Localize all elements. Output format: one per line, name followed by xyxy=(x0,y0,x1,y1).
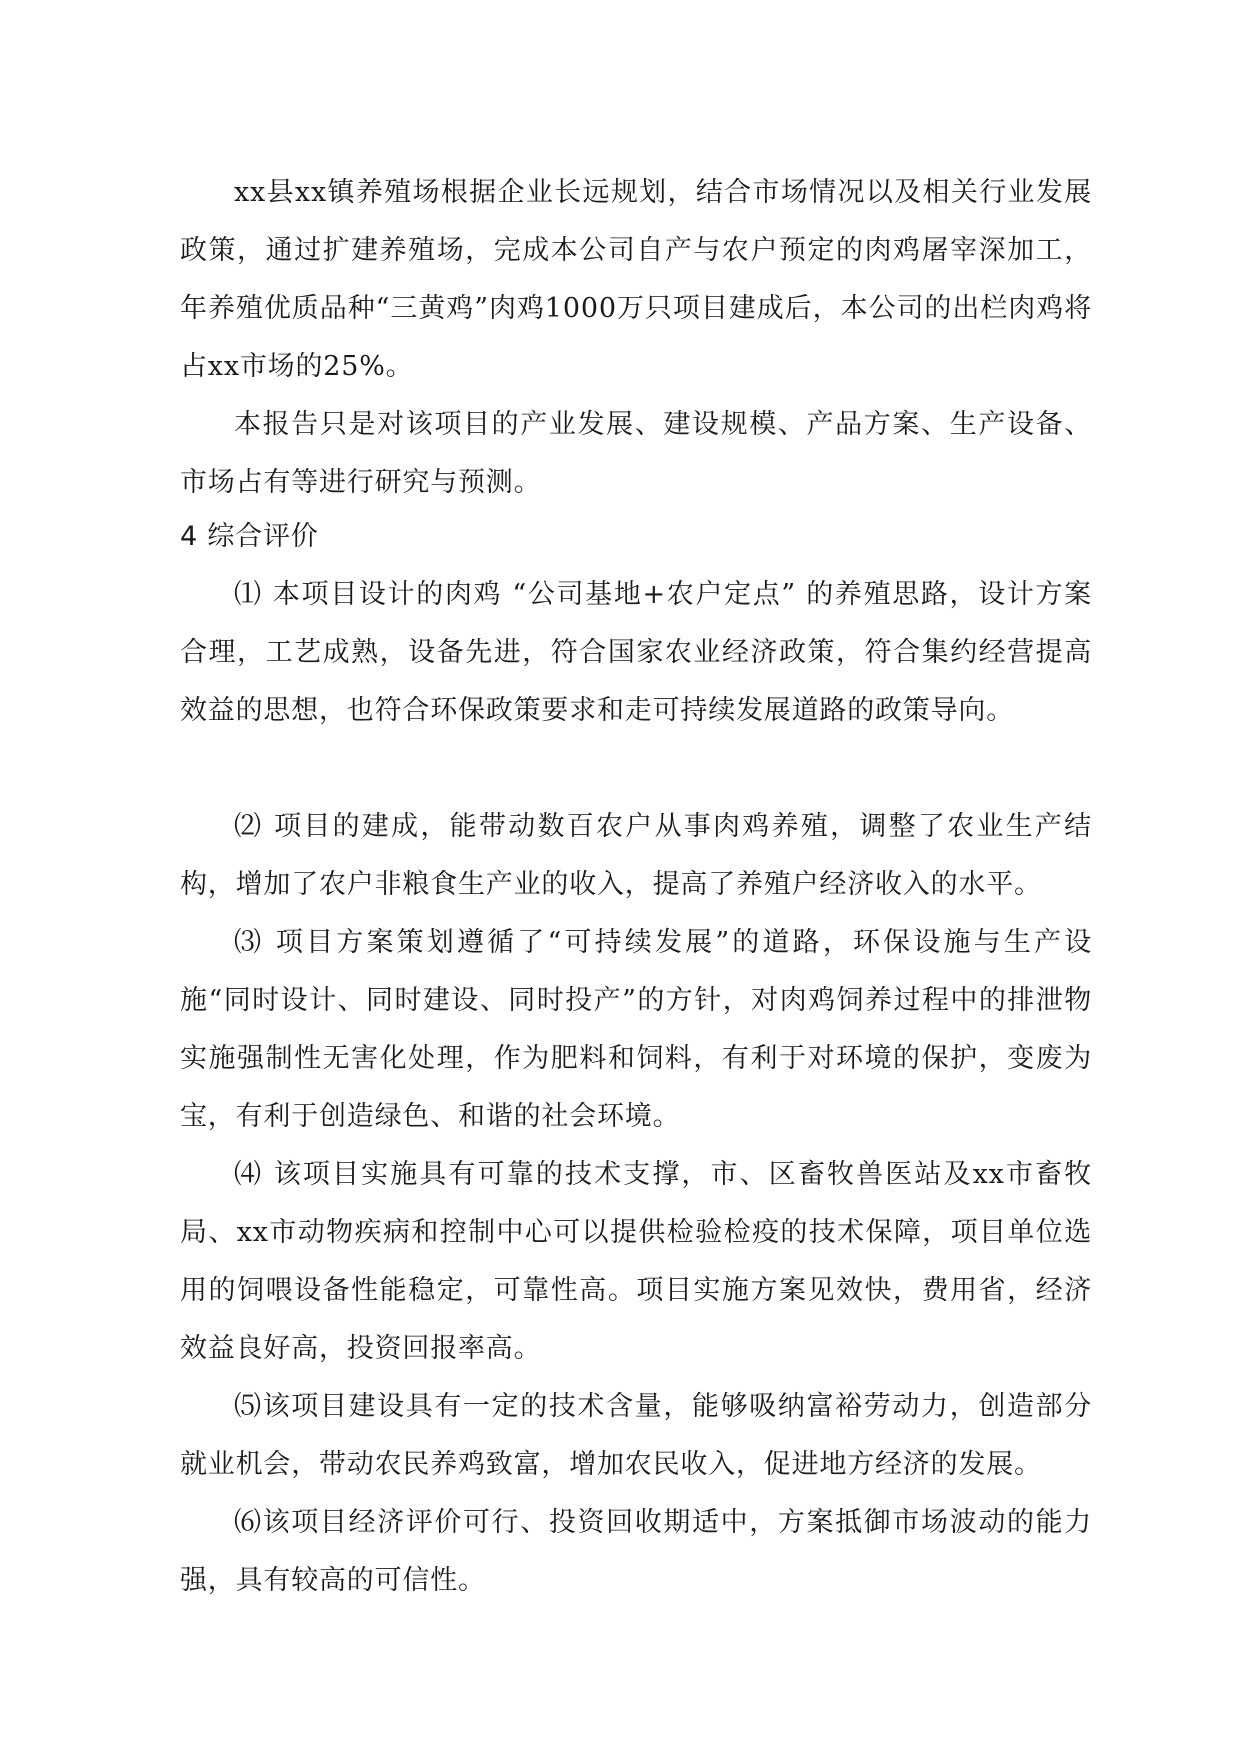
evaluation-item-1: ⑴ 本项目设计的肉鸡 “公司基地+农户定点” 的养殖思路，设计方案合理，工艺成熟，设备先进，符合国家农业经济政策，符合集约经营提高效益的思想，也符合环保政策要求和走可持续发展道路的政策导向。 xyxy=(180,579,1092,726)
evaluation-item-3: ⑶ 项目方案策划遵循了“可持续发展”的道路，环保设施与生产设施“同时设计、同时建设、同时投产”的方针，对肉鸡饲养过程中的排泄物实施强制性无害化处理，作为肥料和饲料，有利于对环境的保护，变废为宝，有利于创造绿色、和谐的社会环境。 xyxy=(180,927,1092,1132)
section-heading: 4 综合评价 xyxy=(180,521,319,552)
evaluation-item-4: ⑷ 该项目实施具有可靠的技术支撑，市、区畜牧兽医站及xx市畜牧局、xx市动物疾病和控制中心可以提供检验检疫的技术保障，项目单位选用的饲喂设备性能稳定，可靠性高。项目实施方案见效快，费用省，经济效益良好高，投资回报率高。 xyxy=(180,1159,1092,1364)
intro-paragraph: xx县xx镇养殖场根据企业长远规划，结合市场情况以及相关行业发展政策，通过扩建养殖场，完成本公司自产与农户预定的肉鸡屠宰深加工，年养殖优质品种“三黄鸡”肉鸡1000万只项目建成后，本公司的出栏肉鸡将占xx市场的25%。 xyxy=(180,177,1092,382)
evaluation-item-5: ⑸该项目建设具有一定的技术含量，能够吸纳富裕劳动力，创造部分就业机会，带动农民养鸡致富，增加农民收入，促进地方经济的发展。 xyxy=(180,1391,1092,1480)
evaluation-item-2: ⑵ 项目的建成，能带动数百农户从事肉鸡养殖，调整了农业生产结构，增加了农户非粮食生产业的收入，提高了养殖户经济收入的水平。 xyxy=(180,811,1092,900)
scope-paragraph: 本报告只是对该项目的产业发展、建设规模、产品方案、生产设备、市场占有等进行研究与预测。 xyxy=(180,409,1092,498)
evaluation-item-6: ⑹该项目经济评价可行、投资回收期适中，方案抵御市场波动的能力强，具有较高的可信性。 xyxy=(180,1507,1092,1596)
